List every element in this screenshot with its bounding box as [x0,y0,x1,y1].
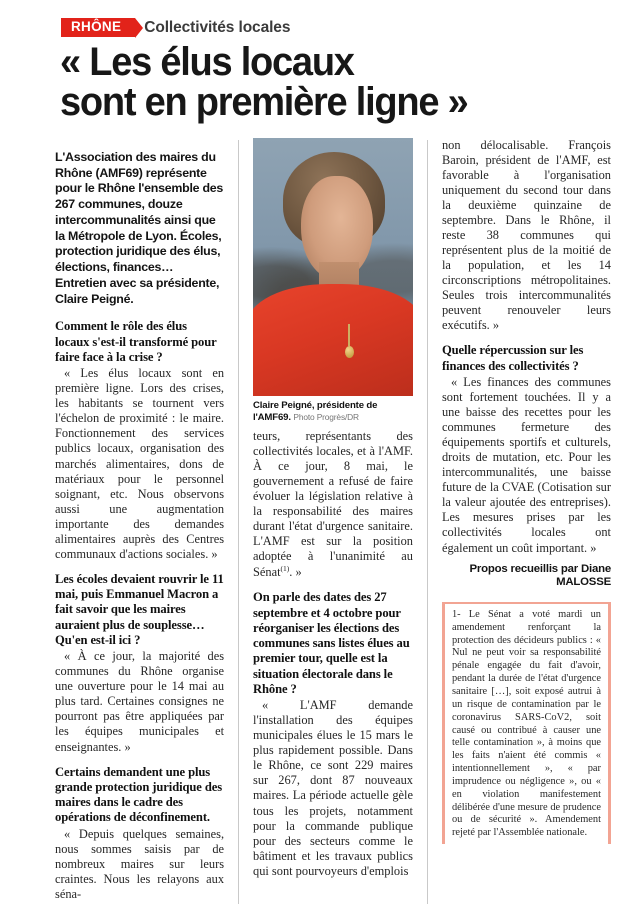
photo-necklace [345,346,354,358]
photo-block [253,138,413,424]
column-3 [442,138,611,904]
answer-5: « Les finances des communes sont fortement touchées. Il y a une baisse des recettes pour les communes fermeture des équipements sportifs et culturels, droits de mutation, etc. Pour les intercommunalités, une baisse future de la CVAE (Cotisation sur la valeur ajoutée des entreprises). Les mesures prises par les collectivités locales ont également un coût important. » [441,374,611,555]
byline [442,563,611,590]
photo-caption-text: Claire Peigné, présidente de l'AMF69. [253,399,378,423]
photo-red-top [253,284,413,396]
answer-2: « À ce jour, la majorité des communes du Rhône organise une ouverture pour le 14 mai au plus tard. Certaines consignes ne pourront pas être appliquées par les équipes municipales et enseignantes. » [55,649,225,754]
column-divider-1 [238,140,239,904]
answer-3-part-1: « Depuis quelques semaines, nous sommes saisis par de nombreux maires sur leurs craintes. Nous les relayons aux séna- [55,826,225,901]
answer-4-part-2: non délocalisable. François Baroin, président de l'AMF, est favorable à l'organisation uniquement du second tour dans la deuxième quinzaine de septembre. Dans le Rhône, il reste 38 communes qui représentent plus de la moitié de la population, et les 14 circonscriptions métropolitaines. Seules trois intercommunalités peuvent renouveler leurs exécutifs. » [441,137,611,333]
headline-line-2: sont en première ligne » [60,80,468,125]
answer-1: « Les élus locaux sont en première ligne. Lors des crises, les habitants se tournent vers l'échelon de proximité : le maire. Fonctionnement des services publics locaux, organisation des marchés alimentaires, dons de matériaux pour le personnel soignant, etc. Nous observons aussi une augmentation importante des demandes alimentaires auprès des Centres communaux d'actions sociales. » [55,366,225,561]
column-1 [55,138,224,904]
page-title [60,40,564,125]
section-label: Collectivités locales [144,18,291,36]
question-5: Quelle répercussion sur les finances des collectivités ? [441,343,584,373]
photo-credit: Photo Progrès/DR [293,411,359,422]
footnote-text: 1- Le Sénat a voté mardi un amendement renforçant la protection des décideurs publics : « Nul ne peut voir sa responsabilité pénale engagée du fait d'avoir, pendant la durée de l'état d'urgence sanitaire […], soit exposé autrui à un risque de contamination par le coronavirus SARS-CoV2, soit causé ou contribué à causer une telle contamination », à moins que les faits n'aient été commis « intentionnellement », « par imprudence ou négligence », ou « en violation manifestement délibérée d'une mesure de prudence ou de sécurité ». Amendement rejeté par l'Assemblée nationale. [451,608,601,839]
question-1: Comment le rôle des élus locaux s'est-il transformé pour faire face à la crise ? [55,319,217,364]
article-columns [55,138,611,904]
footnote-box [442,602,611,844]
question-3: Certains demandent une plus grande protection juridique des maires dans le cadre des opérations de déconfinement. [55,764,223,825]
standfirst: L'Association des maires du Rhône (AMF69) représente pour le Rhône l'ensemble des 267 communes, douze intercommunalités ainsi que la Métropole de Lyon. Écoles, protection juridique des élus, élections, finances… Entretien avec sa présidente, Claire Peigné. [55,149,224,306]
headline-line-1: « Les élus locaux [60,40,354,85]
footnote-marker: (1) [280,564,290,574]
answer-3-part-2 [253,429,413,581]
answer-4-part-1: « L'AMF demande l'installation des équipes municipales élues le 15 mars le plus rapidement possible. Dans le Rhône, ce sont 229 maires sur 267, dont 87 nouveaux maires. La période actuelle gèle tous les projets, notamment pour la commande publique pour des secteurs comme le bâtiment et les travaux publics qui sont pourvoyeurs d'emplois [253,698,413,878]
byline-line-1: Propos recueillis par Diane [469,562,611,575]
column-2 [253,138,413,904]
kicker [61,18,589,37]
question-2: Les écoles devaient rouvrir le 11 mai, puis Emmanuel Macron a fait savoir que les maires auraient plus de souplesse… Qu'en est-il ici ? [55,571,224,647]
section-badge-rhone: RHÔNE [61,18,135,37]
portrait-photo [253,138,413,396]
answer-3-part-2-text: teurs, représentants des collectivités locales, et à l'AMF. À ce jour, 8 mai, le gouvernement a refusé de faire évoluer la législation relative à la responsabilité des maires durant l'état d'urgence sanitaire. L'AMF est sur la position adoptée à l'unanimité au Sénat [253,428,413,580]
byline-line-2: MALOSSE [556,576,611,589]
photo-caption [253,400,413,424]
question-4: On parle des dates des 27 septembre et 4 octobre pour réorganiser les élections des communes sans listes élues au premier tour, quelle est la situation électorale dans le Rhône ? [253,590,410,696]
answer-3-part-3: . » [289,565,302,580]
column-divider-2 [427,140,428,904]
